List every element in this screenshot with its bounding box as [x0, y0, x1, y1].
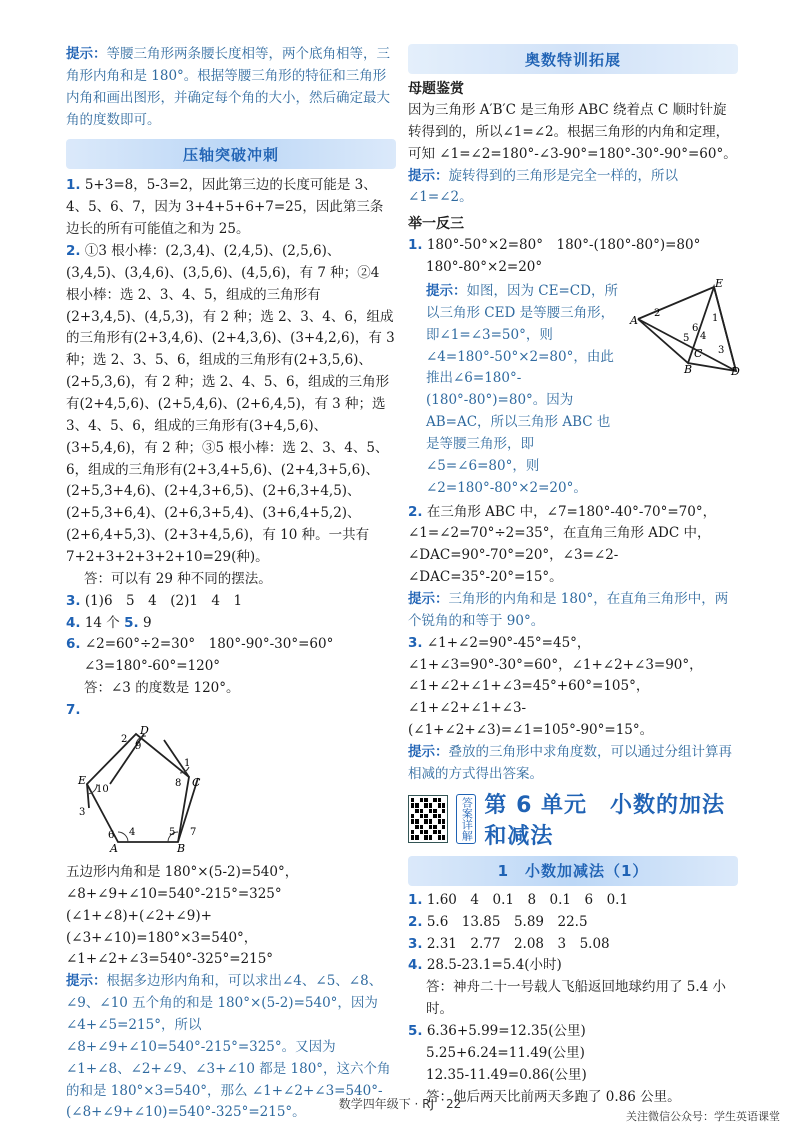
left-item-5-num: 5. [124, 614, 139, 631]
right-tip-3-label: 提示： [408, 591, 449, 608]
qr-label: 答案详解 [456, 794, 476, 844]
unit-item-4-line-1: 28.5-23.1=5.4(小时) [426, 957, 562, 974]
right-item-2-line-1: 在三角形 ABC 中，∠7=180°-40°-70°=70°，∠1=∠2=70°÷2=35°，在直角三角形 ADC 中，∠DAC=90°-70°=20°，∠3=∠2-∠DAC=35°-20°=15°。 [408, 503, 717, 586]
footer-text: 数学四年级下 · RJ 22 [338, 1097, 462, 1111]
right-item-1-num: 1. [408, 237, 423, 254]
left-tip-2-text: 根据多边形内角和，可以求出∠4、∠5、∠8、∠9、∠10 五个角的和是 180°×(5-2)=540°，因为 ∠4+∠5=215°，所以 ∠8+∠9+∠10=540°-215°=325°。又因为 ∠1+∠8、∠2+∠9、∠3+∠10 都是 180°，这六个角的和是 180°×3=540°，那么 ∠1+∠2+∠3=540°-(∠8+∠9+∠10)=540°-325°=215°。 [66, 973, 391, 1121]
unit-item-5-line-3: 12.35-11.49=0.86(公里) [426, 1066, 587, 1083]
label-1b: 1 [712, 313, 719, 325]
left-item-7-line-3: (∠1+∠8)+(∠2+∠9)+(∠3+∠10)=180°×3=540°，∠1+∠2+∠3=540°-325°=215° [66, 907, 274, 968]
left-item-7-line-1: 五边形内角和是 180°×(5-2)=540°， [66, 863, 299, 880]
right-tip-4-text: 叠放的三角形中求角度数，可以通过分组计算再相减的方式得出答案。 [408, 744, 732, 782]
label-A2: A [630, 314, 638, 328]
label-3: 3 [79, 806, 86, 818]
label-B: B [177, 841, 186, 855]
left-column [66, 44, 396, 1124]
unit-item-2-line-1: 5.6 13.85 5.89 22.5 [426, 913, 588, 930]
label-E: E [78, 773, 87, 787]
triangle-figure [630, 277, 740, 379]
left-item-4-line-1: 14 个 [84, 614, 120, 631]
pentagon-figure [66, 724, 296, 860]
right-item-3-line-1: ∠1+∠2=90°-45°=45°，∠1+∠3=90°-30°=60°，∠1+∠2+∠3=90°，∠1+∠2+∠1+∠3=45°+60°=105°，∠1+∠2+∠1+∠3-(∠1+∠2+∠3)=∠1=105°-90°=15°。 [408, 634, 703, 739]
left-items [66, 175, 396, 1124]
left-heading: 压轴突破冲刺 [182, 145, 279, 164]
left-item-3-line-1: (1)6 5 4 (2)1 4 1 [84, 592, 243, 609]
footer-note-text: 关注微信公众号：学生英语课堂 [626, 1110, 780, 1123]
left-item-6-num: 6. [66, 636, 81, 653]
unit-item-4-line-2: 答：神舟二十一号载人飞船返回地球约用了 5.4 小时。 [426, 979, 727, 1018]
left-item-6-line-1: ∠2=60°÷2=30° 180°-90°-30°=60° [84, 636, 334, 653]
label-9: 9 [135, 740, 142, 752]
right-subheading-2: 举一反三 [408, 216, 464, 233]
left-item-4-num: 4. [66, 614, 81, 631]
label-C: C [192, 775, 201, 789]
unit-subtitle-bar [408, 856, 738, 886]
label-2: 2 [121, 733, 128, 745]
label-1: 1 [184, 757, 191, 769]
right-tip-2-text: 如图，因为 CE=CD，所以三角形 CED 是等腰三角形，即∠1=∠3=50°，则∠4=180°-50°×2=80°，由此推出∠6=180°-(180°-80°)=80°。因为 AB=AC，所以三角形 ABC 也是等腰三角形，即∠5=∠6=80°，则∠2=180°-80°×2=20°。 [426, 283, 618, 496]
left-item-5-line-1: 9 [142, 614, 152, 631]
left-item-6-line-3: 答：∠3 的度数是 120°。 [84, 680, 240, 697]
right-tip-3 [408, 589, 738, 633]
label-3b: 3 [718, 345, 725, 357]
unit-item-2-num: 2. [408, 913, 423, 930]
left-tip-1 [66, 44, 396, 131]
unit-item-3-line-1: 2.31 2.77 2.08 3 5.08 [426, 935, 610, 952]
unit-header [408, 788, 738, 850]
qr-code-icon [408, 795, 448, 843]
left-item-1 [66, 175, 396, 241]
right-item-1-line-1: 180°-50°×2=80° 180°-(180°-80°)=80° [426, 237, 701, 254]
unit-items [408, 890, 738, 1109]
unit-item-5-line-4: 答：他后两天比前两天多跑了 0.86 公里。 [426, 1088, 681, 1105]
unit-item-4-num: 4. [408, 957, 423, 974]
left-tip-1-text: 等腰三角形两条腰长度相等，两个底角相等，三角形内角和是 180°。根据等腰三角形的特征和三角形内角和画出图形，并确定每个角的大小，然后确定最大角的度数即可。 [66, 46, 390, 128]
right-tip-1-text: 旋转得到的三角形是完全一样的，所以∠1=∠2。 [408, 167, 678, 206]
label-2b: 2 [654, 308, 661, 320]
label-E2: E [715, 277, 724, 291]
left-heading-bar [66, 139, 396, 169]
unit-title: 第 6 单元 小数的加法和减法 [484, 792, 726, 849]
right-tip-3-text: 三角形的内角和是 180°，在直角三角形中，两个锐角的和等于 90°。 [408, 591, 729, 629]
unit-item-1-line-1: 1.60 4 0.1 8 0.1 6 0.1 [426, 891, 629, 908]
left-item-2 [66, 241, 396, 591]
right-tip-4 [408, 742, 738, 786]
right-heading: 奥数特训拓展 [524, 50, 621, 69]
left-item-7-num: 7. [66, 702, 81, 719]
label-8: 8 [175, 777, 182, 789]
label-D2: D [731, 365, 740, 379]
right-item-2-num: 2. [408, 503, 423, 520]
right-heading-bar [408, 44, 738, 74]
label-7: 7 [190, 826, 197, 838]
unit-item-3-num: 3. [408, 935, 423, 952]
left-item-1-line-1: 5+3=8，5-3=2，因此第三边的长度可能是 3、4、5、6、7，因为 3+4+5+6+7=25，因此第三条边长的所有可能值之和为 25。 [66, 177, 384, 238]
left-item-3 [66, 591, 396, 613]
unit-item-1-num: 1. [408, 891, 423, 908]
unit-item-5-num: 5. [408, 1022, 423, 1039]
right-item-1 [408, 235, 738, 499]
left-item-3-num: 3. [66, 592, 81, 609]
label-6: 6 [108, 829, 115, 841]
left-item-7 [66, 700, 396, 971]
right-item-3-num: 3. [408, 634, 423, 651]
right-subheading-1: 母题鉴赏 [408, 81, 464, 97]
right-column [408, 44, 738, 1108]
left-tip-1-label: 提示： [66, 46, 107, 62]
left-tip-2-label: 提示： [66, 973, 107, 990]
footer-note [626, 1108, 780, 1124]
label-A: A [110, 841, 118, 855]
label-C2: C [694, 347, 703, 361]
left-item-7-line-2: ∠8+∠9+∠10=540°-215°=325° [66, 885, 282, 902]
label-5: 5 [169, 826, 176, 838]
right-item-3 [408, 633, 738, 786]
unit-item-5-line-2: 5.25+6.24=11.49(公里) [426, 1044, 585, 1061]
left-item-6 [66, 634, 396, 700]
left-item-2-answer: 答：可以有 29 种不同的摆法。 [84, 570, 272, 587]
label-D: D [140, 723, 149, 737]
left-item-2-line-1: ①3 根小棒：(2,3,4)、(2,4,5)、(2,5,6)、(3,4,5)、(3,4,6)、(3,5,6)、(4,5,6)，有 7 种；②4 根小棒：选 2、3、4、5，组成的三角形有(2+3,4,5)、(4,5,3)，有 2 种；选 2、3、4、6，组成的三角形有(2+3,4,6)、(2+4,3,6)、(3+4,2,6)，有 3 种；选 2、3、5、6，组成的三角形有(2+3,5,6)、(2+5,3,6)，有 2 种；选 2、4、5、6，组成的三角形有(2+4,5,6)、(2+5,4,6)、(2+6,4,5)，有 3 种；选 3、4、5、6，组成的三角形有(3+4,5,6)、(3+5,4,6)，有 2 种；③5 根小棒：选 2、3、4、5、6，组成的三角形有(2+3,4+5,6)、(2+4,3+5,6)、(2+5,3+4,6)、(2+4,3+6,5)、(2+6,3+4,5)、(2+5,3+6,4)、(2+6,3+5,4)、(3+6,4+5,2)、(2+6,4+5,3)、(2+3+4,5,6)，有 10 种。一共有 7+2+3+2+3+2+10=29(种)。 [66, 243, 395, 566]
right-item-2 [408, 502, 738, 633]
left-item-4-5 [66, 613, 396, 635]
right-tip-4-label: 提示： [408, 744, 449, 761]
right-item-1-line-2: 180°-80°×2=20° [426, 259, 543, 276]
label-6b: 6 [692, 323, 699, 335]
unit-subtitle: 1 小数加减法（1） [497, 862, 649, 881]
left-item-2-num: 2. [66, 243, 81, 260]
right-tip-1 [408, 166, 738, 210]
left-item-1-num: 1. [66, 177, 81, 194]
left-item-6-line-2: ∠3=180°-60°=120° [84, 658, 221, 675]
label-4b: 4 [700, 331, 707, 343]
right-paragraph-1: 因为三角形 A′B′C 是三角形 ABC 绕着点 C 顺时针旋转得到的，所以∠1=∠2。根据三角形的内角和定理，可知 ∠1=∠2=180°-∠3-90°=180°-30°-90°=60°。 [408, 102, 737, 162]
label-5b: 5 [683, 333, 690, 345]
right-tip-2-label: 提示： [426, 283, 467, 300]
label-4: 4 [129, 826, 136, 838]
label-10: 10 [96, 783, 109, 795]
unit-item-5-line-1: 6.36+5.99=12.35(公里) [426, 1022, 586, 1039]
right-item-1-figure-row [426, 277, 740, 500]
right-tip-2 [426, 281, 620, 500]
label-B2: B [684, 363, 693, 377]
right-tip-1-label: 提示： [408, 167, 449, 184]
